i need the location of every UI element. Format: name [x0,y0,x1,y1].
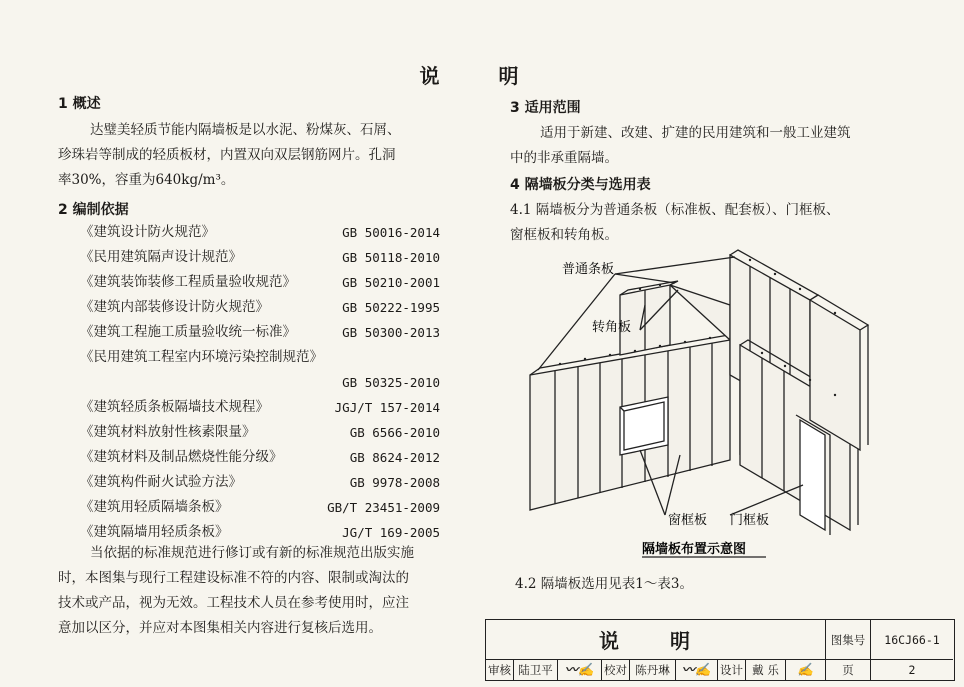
standard-code: GB 9978-2008 [349,475,440,490]
partition-layout-diagram [500,245,900,565]
standard-name: 《建筑用轻质隔墙条板》 [80,499,229,515]
section-4-heading: 4 隔墙板分类与选用表 [510,177,651,193]
diagram-caption: 隔墙板布置示意图 [642,542,747,557]
standard-row [80,295,460,320]
standard-code: GB 50222-1995 [342,300,440,315]
standard-name: 《建筑装饰装修工程质量验收规范》 [80,274,296,290]
standard-code: JGJ/T 157-2014 [334,400,440,415]
page-title: 说 明 [419,64,545,88]
design-label: 设计 [718,660,746,681]
standard-name: 《建筑构件耐火试验方法》 [80,474,242,490]
standard-code: GB 50210-2001 [342,275,440,290]
standard-row [80,395,460,420]
section-4-line-1: 4.1 隔墙板分为普通条板（标准板、配套板）、门框板、 [510,202,840,218]
checker-signature: 〰✍ [676,660,718,681]
standard-code: GB 8624-2012 [349,450,440,465]
section-2-note-line-4: 意加以区分，并应对本图集相关内容进行复核后选用。 [58,620,382,636]
section-2-heading: 2 编制依据 [58,202,129,218]
standard-code: GB/T 23451-2009 [327,500,440,515]
page-label: 页 [826,660,871,681]
standard-code: GB 50118-2010 [342,250,440,265]
designer-signature: ✍ [786,660,826,681]
section-2-note-line-1: 当依据的标准规范进行修订或有新的标准规范出版实施 [90,545,414,561]
standard-name: 《建筑设计防火规范》 [80,224,215,240]
label-normal-panel: 普通条板 [562,262,615,277]
section-1-line-1: 达璧美轻质节能内隔墙板是以水泥、粉煤灰、石屑、 [90,122,401,138]
standard-row [80,445,460,470]
atlas-number-label: 图集号 [826,620,871,660]
section-4-2-note: 4.2 隔墙板选用见表1～表3。 [515,576,693,592]
check-label: 校对 [602,660,630,681]
standard-name: 《建筑工程施工质量验收统一标准》 [80,324,296,340]
reviewer-signature: 〰✍ [558,660,602,681]
standard-code: GB 50300-2013 [342,325,440,340]
page-number: 2 [908,663,916,677]
title-block [485,619,955,681]
section-4-line-2: 窗框板和转角板。 [510,227,618,243]
standard-row [80,220,460,245]
standard-name: 《建筑内部装修设计防火规范》 [80,299,269,315]
standard-row [80,370,460,395]
designer-name: 戴 乐 [746,660,786,681]
label-corner-panel: 转角板 [592,320,632,335]
standard-row [80,495,460,520]
standard-row [80,420,460,445]
standard-name: 《民用建筑工程室内环境污染控制规范》 [80,349,323,365]
review-label: 审核 [486,660,514,681]
standard-code: JG/T 169-2005 [342,525,440,540]
section-2-note-line-2: 时，本图集与现行工程建设标准不符的内容、限制或淘汰的 [58,570,409,586]
standard-row [80,470,460,495]
reviewer-name: 陆卫平 [514,660,558,681]
title-block-title: 说 明 [599,629,712,653]
section-1-line-2: 珍珠岩等制成的轻质板材，内置双向双层钢筋网片。孔洞 [58,147,396,163]
label-window-panel: 窗框板 [668,513,708,528]
standard-name: 《民用建筑隔声设计规范》 [80,249,242,265]
standard-row [80,245,460,270]
standard-row [80,270,460,295]
standard-code: GB 50016-2014 [342,225,440,240]
label-door-panel: 门框板 [730,513,770,528]
standards-list [80,220,460,545]
standard-row [80,320,460,345]
standard-code: GB 6566-2010 [349,425,440,440]
section-3-line-1: 适用于新建、改建、扩建的民用建筑和一般工业建筑 [540,125,851,141]
standard-code: GB 50325-2010 [342,375,440,390]
standard-name: 《建筑材料放射性核素限量》 [80,424,256,440]
standard-name: 《建筑材料及制品燃烧性能分级》 [80,449,283,465]
standard-row [80,345,460,370]
section-3-line-2: 中的非承重隔墙。 [510,150,618,166]
section-1-line-3: 率30%，容重为640kg/m³。 [58,172,235,188]
title-block-title-cell [486,620,826,660]
section-3-heading: 3 适用范围 [510,100,581,116]
standard-name: 《建筑轻质条板隔墙技术规程》 [80,399,269,415]
section-2-note-line-3: 技术或产品，视为无效。工程技术人员在参考使用时，应注 [58,595,409,611]
section-1-heading: 1 概述 [58,96,101,112]
atlas-number: 16CJ66-1 [871,620,953,660]
standard-name: 《建筑隔墙用轻质条板》 [80,524,229,540]
checker-name: 陈丹琳 [630,660,676,681]
